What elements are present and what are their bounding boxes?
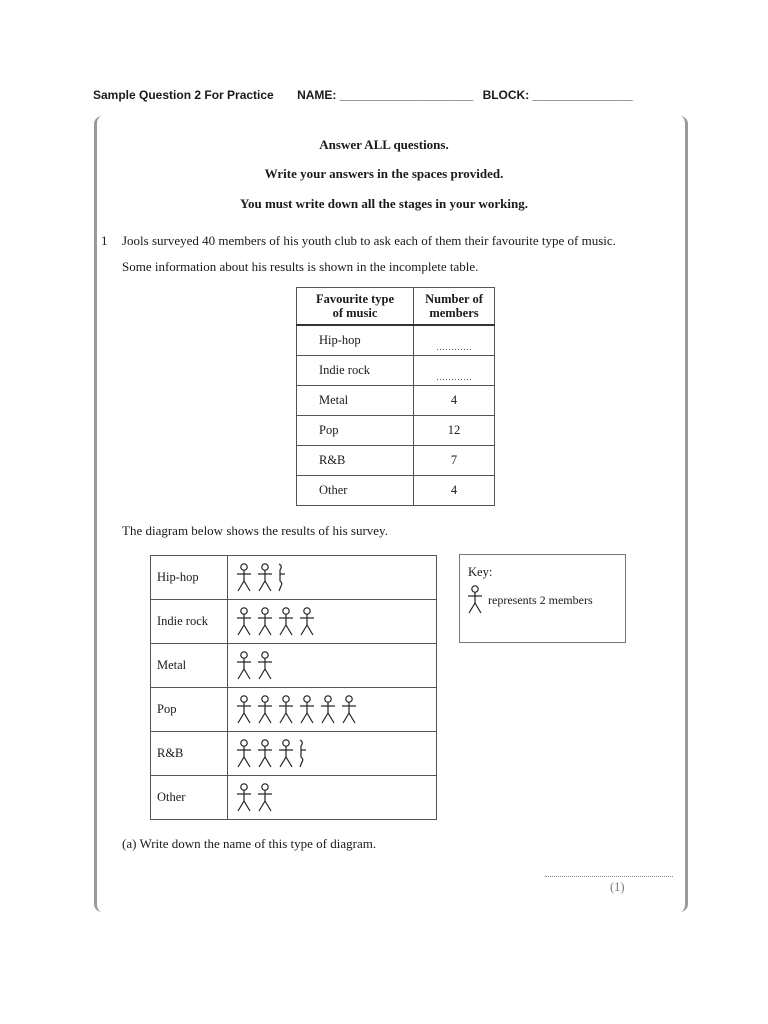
- question-line-1: Jools surveyed 40 members of his youth club to ask each of them their favourite type of music.: [122, 233, 616, 248]
- stick-figure-icon: [255, 563, 275, 593]
- question-line-2: Some information about his results is shown in the incomplete table.: [122, 259, 479, 274]
- answer-blank-hip-hop[interactable]: [414, 325, 495, 356]
- pictogram-category-label: R&B: [151, 732, 228, 776]
- stick-figure-icon: [234, 783, 254, 813]
- stick-figure-icon: [255, 651, 275, 681]
- stick-figure-icon: [255, 607, 275, 637]
- column-header-count: [414, 288, 495, 326]
- answer-line[interactable]: [545, 876, 673, 877]
- column-header-type: [297, 288, 414, 326]
- marks-indicator: (1): [610, 880, 625, 894]
- answer-blank-indie-rock[interactable]: [414, 356, 495, 386]
- table-row: [297, 446, 495, 476]
- worksheet-header: [93, 88, 693, 102]
- pictogram-symbols: [228, 644, 437, 688]
- music-type-cell: Indie rock: [297, 356, 414, 386]
- header-count-line2: members: [429, 306, 479, 320]
- pictogram-symbols: [228, 600, 437, 644]
- stick-figure-icon: [276, 739, 296, 769]
- table-row: [297, 416, 495, 446]
- table-row: [297, 476, 495, 506]
- pictogram-symbols: [228, 688, 437, 732]
- pictogram-key: [459, 554, 626, 643]
- instruction-1: Answer ALL questions.: [319, 137, 449, 152]
- table-row: [297, 356, 495, 386]
- pictogram-category-label: Metal: [151, 644, 228, 688]
- table-row: [297, 386, 495, 416]
- key-text: represents 2 members: [488, 593, 593, 607]
- music-type-cell: Hip-hop: [297, 325, 414, 356]
- stick-figure-icon: [255, 695, 275, 725]
- pictogram-row: [151, 556, 437, 600]
- pictogram-row: [151, 644, 437, 688]
- stick-figure-icon: [297, 607, 317, 637]
- key-title: Key:: [468, 565, 493, 579]
- pictogram-category-label: Indie rock: [151, 600, 228, 644]
- stick-figure-icon: [276, 695, 296, 725]
- pictogram-category-label: Pop: [151, 688, 228, 732]
- stick-figure-icon: [318, 695, 338, 725]
- stick-figure-icon: [276, 607, 296, 637]
- stick-figure-icon: [339, 695, 359, 725]
- music-type-cell: Pop: [297, 416, 414, 446]
- music-type-cell: R&B: [297, 446, 414, 476]
- header-count-line1: Number of: [425, 292, 483, 306]
- name-field-label: NAME: ____________________: [297, 88, 474, 102]
- pictogram-category-label: Other: [151, 776, 228, 820]
- pictogram-row: [151, 600, 437, 644]
- instruction-3: You must write down all the stages in your working.: [240, 196, 528, 211]
- pictogram-category-label: Hip-hop: [151, 556, 228, 600]
- dotted-blank: …………: [436, 372, 472, 382]
- pictogram-symbols: [228, 732, 437, 776]
- pictogram-row: [151, 776, 437, 820]
- question-number: 1: [101, 233, 108, 248]
- pictogram-row: [151, 732, 437, 776]
- worksheet-title: Sample Question 2 For Practice: [93, 88, 274, 102]
- header-type-line2: of music: [332, 306, 378, 320]
- pictogram-row: [151, 688, 437, 732]
- frequency-table: [296, 287, 495, 506]
- stick-figure-icon: [466, 585, 484, 619]
- stick-figure-icon: [234, 607, 254, 637]
- member-count-cell: 7: [414, 446, 495, 476]
- music-type-cell: Other: [297, 476, 414, 506]
- dotted-blank: …………: [436, 342, 472, 352]
- pictogram: [150, 555, 437, 820]
- member-count-cell: 4: [414, 476, 495, 506]
- pictogram-symbols: [228, 776, 437, 820]
- header-type-line1: Favourite type: [315, 292, 395, 306]
- stick-figure-icon: [234, 563, 254, 593]
- half-stick-figure-icon: [276, 563, 288, 593]
- part-a-question: (a) Write down the name of this type of diagram.: [122, 836, 377, 851]
- diagram-intro: The diagram below shows the results of his survey.: [122, 523, 388, 538]
- table-row: [297, 325, 495, 356]
- music-type-cell: Metal: [297, 386, 414, 416]
- stick-figure-icon: [255, 783, 275, 813]
- member-count-cell: 4: [414, 386, 495, 416]
- half-stick-figure-icon: [297, 739, 309, 769]
- stick-figure-icon: [297, 695, 317, 725]
- block-field-label: BLOCK: _______________: [482, 88, 633, 102]
- stick-figure-icon: [234, 695, 254, 725]
- instruction-2: Write your answers in the spaces provided.: [264, 166, 504, 181]
- pictogram-symbols: [228, 556, 437, 600]
- member-count-cell: 12: [414, 416, 495, 446]
- stick-figure-icon: [234, 739, 254, 769]
- stick-figure-icon: [255, 739, 275, 769]
- stick-figure-icon: [234, 651, 254, 681]
